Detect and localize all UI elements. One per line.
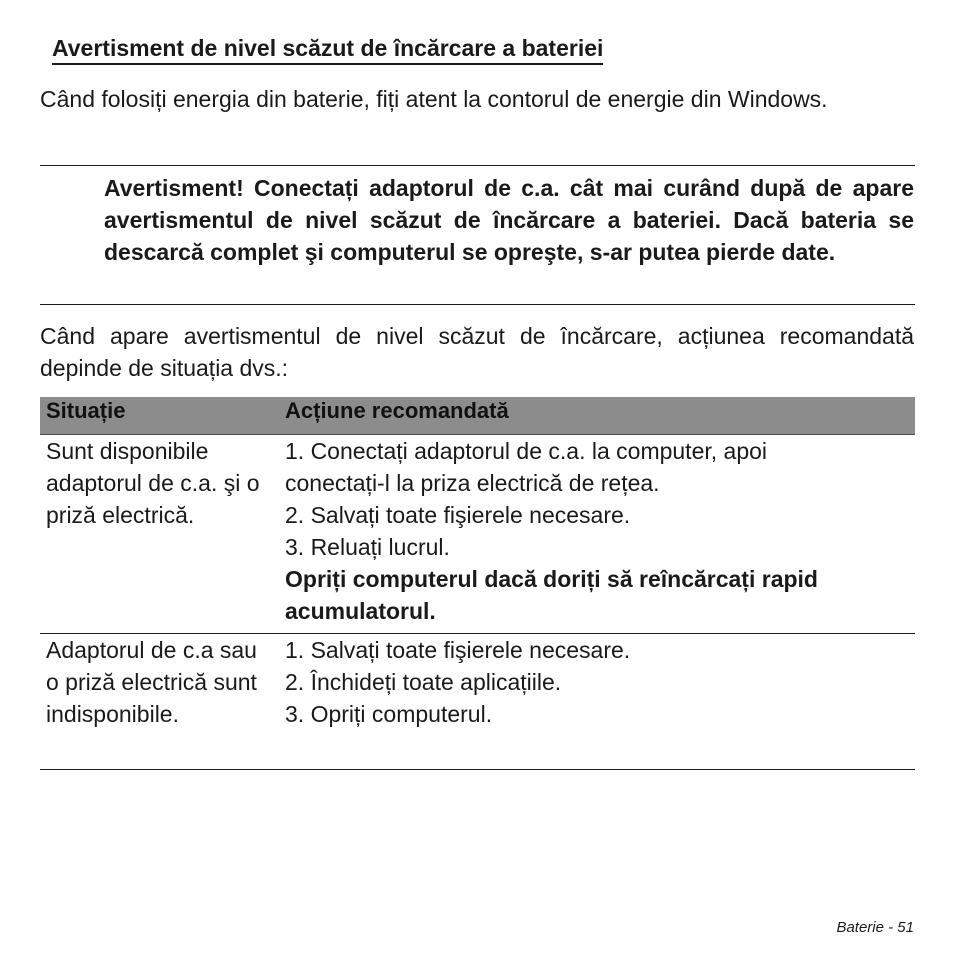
header-situation: Situație	[46, 398, 126, 423]
action-line: 1. Conectați adaptorul de c.a. la computer, apoi	[285, 438, 768, 464]
situation-cell: Sunt disponibile adaptorul de c.a. şi o priză electrică.	[46, 438, 260, 528]
action-cell	[285, 634, 915, 730]
action-note: Opriți computerul dacă doriți să reîncărcați rapid acumulatorul.	[285, 566, 818, 624]
action-line: 2. Închideți toate aplicațiile.	[285, 669, 562, 695]
action-line: 3. Opriți computerul.	[285, 701, 493, 727]
action-line: 2. Salvați toate fişierele necesare.	[285, 502, 631, 528]
intro-paragraph: Când folosiți energia din baterie, fiți atent la contorul de energie din Windows.	[40, 86, 828, 112]
action-line: 1. Salvați toate fişierele necesare.	[285, 637, 631, 663]
situation-cell: Adaptorul de c.a sau o priză electrică sunt indisponibile.	[46, 637, 257, 727]
header-action: Acțiune recomandată	[285, 398, 509, 423]
action-cell	[285, 435, 915, 627]
table-row	[40, 634, 915, 770]
action-line: 3. Reluați lucrul.	[285, 534, 450, 560]
warning-text: Avertisment! Conectați adaptorul de c.a. cât mai curând după de apare avertismentul de nivel scăzut de încărcare a bateriei. Dacă bateria se descarcă complet şi computerul se opreşte, s-ar putea pierde date.	[104, 175, 914, 265]
table-header	[40, 397, 915, 435]
page-footer: Baterie - 51	[836, 919, 914, 936]
section-heading: Avertisment de nivel scăzut de încărcare a bateriei	[52, 33, 603, 65]
action-line: conectați-l la priza electrică de rețea.	[285, 470, 660, 496]
warning-top-rule	[40, 165, 915, 166]
warning-bottom-rule	[40, 304, 915, 305]
lead-paragraph: Când apare avertismentul de nivel scăzut de încărcare, acțiunea recomandată depinde de situația dvs.:	[40, 323, 914, 381]
table-row	[40, 435, 915, 634]
recommendation-table	[40, 397, 915, 770]
